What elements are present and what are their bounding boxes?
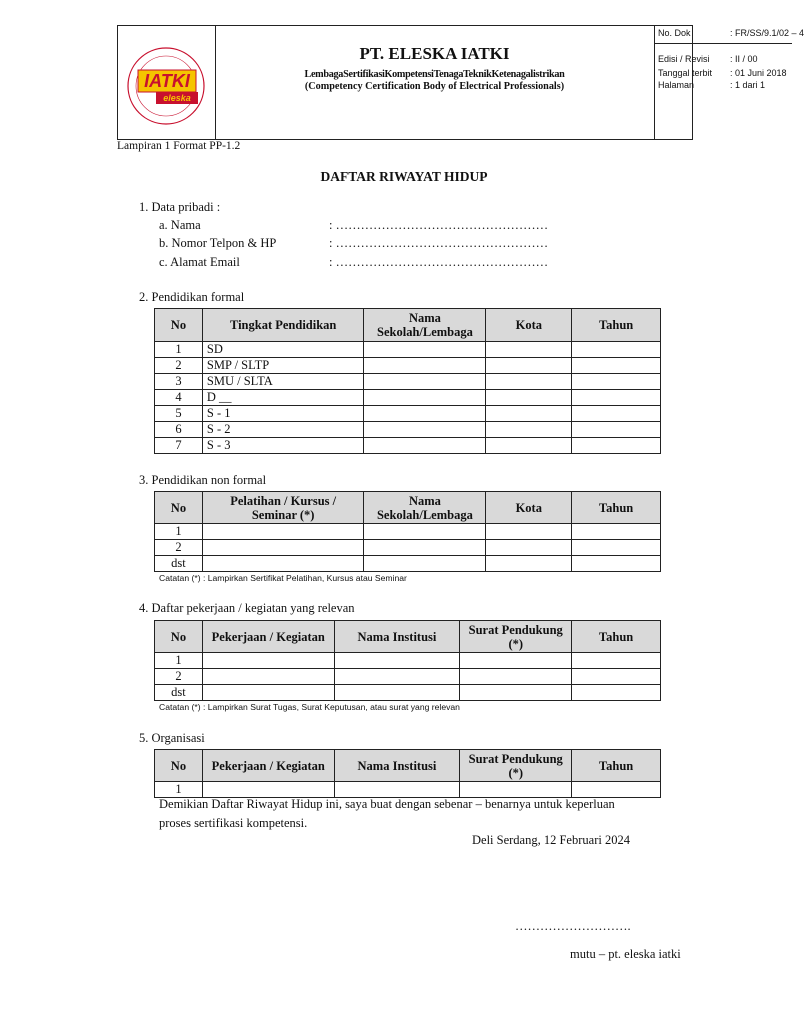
place-date: Deli Serdang, 12 Februari 2024	[472, 833, 630, 847]
section3-heading: 3. Pendidikan non formal	[139, 473, 267, 487]
table-row	[155, 374, 661, 390]
empty-cell[interactable]	[572, 358, 661, 374]
footer-text: mutu – pt. eleska iatki	[570, 947, 681, 961]
formal-education-table	[154, 308, 661, 454]
logo-subtext: eleska	[163, 93, 191, 103]
document-meta	[654, 26, 805, 139]
empty-cell[interactable]	[572, 653, 661, 669]
section1-heading: 1. Data pribadi :	[139, 200, 221, 214]
signature-line: ……………………….	[515, 919, 631, 933]
empty-cell[interactable]	[334, 685, 460, 701]
empty-cell[interactable]	[486, 422, 572, 438]
empty-cell[interactable]	[202, 685, 334, 701]
meta-key: No. Dok	[658, 28, 691, 38]
meta-row	[658, 28, 805, 40]
section5-heading: 5. Organisasi	[139, 731, 205, 745]
section4-heading: 4. Daftar pekerjaan / kegiatan yang relevan	[139, 601, 355, 615]
empty-cell[interactable]	[460, 782, 572, 798]
empty-cell[interactable]	[486, 556, 572, 572]
meta-key: Tanggal terbit	[658, 68, 713, 78]
row-level: SMP / SLTP	[202, 358, 364, 374]
col-header: Nama Sekolah/Lembaga	[364, 309, 486, 342]
row-no: 2	[155, 358, 203, 374]
company-subtitle-english: (Competency Certification Body of Electrical Professionals)	[304, 81, 565, 92]
empty-cell[interactable]	[460, 653, 572, 669]
col-header: No	[155, 492, 203, 524]
col-header: Tahun	[572, 750, 661, 782]
empty-cell[interactable]	[334, 653, 460, 669]
meta-row	[658, 80, 792, 92]
empty-cell[interactable]	[486, 374, 572, 390]
table-row	[155, 406, 661, 422]
row-no: 7	[155, 438, 203, 454]
empty-cell[interactable]	[572, 438, 661, 454]
empty-cell[interactable]	[572, 374, 661, 390]
table-row	[155, 653, 661, 669]
empty-cell[interactable]	[202, 669, 334, 685]
empty-cell[interactable]	[572, 669, 661, 685]
empty-cell[interactable]	[572, 556, 661, 572]
empty-cell[interactable]	[486, 406, 572, 422]
empty-cell[interactable]	[364, 406, 486, 422]
empty-cell[interactable]	[364, 374, 486, 390]
empty-cell[interactable]	[486, 540, 572, 556]
section4-note: Catatan (*) : Lampirkan Surat Tugas, Surat Keputusan, atau surat yang relevan	[159, 702, 460, 712]
empty-cell[interactable]	[572, 685, 661, 701]
empty-cell[interactable]	[334, 782, 460, 798]
meta-value: : II / 00	[730, 54, 758, 64]
col-header: Tahun	[572, 492, 661, 524]
empty-cell[interactable]	[460, 669, 572, 685]
table-row	[155, 438, 661, 454]
col-header: Pelatihan / Kursus / Seminar (*)	[202, 492, 364, 524]
row-no: 4	[155, 390, 203, 406]
meta-divider	[654, 43, 792, 44]
empty-cell[interactable]	[486, 358, 572, 374]
empty-cell[interactable]	[486, 524, 572, 540]
field-label-email: c. Alamat Email	[159, 255, 240, 269]
col-header: No	[155, 621, 203, 653]
logo-cell	[118, 26, 216, 139]
col-header: Nama Institusi	[334, 750, 460, 782]
empty-cell[interactable]	[364, 438, 486, 454]
empty-cell[interactable]	[572, 422, 661, 438]
empty-cell[interactable]	[572, 524, 661, 540]
empty-cell[interactable]	[572, 406, 661, 422]
empty-cell[interactable]	[364, 540, 486, 556]
col-header: Kota	[486, 309, 572, 342]
table-row	[155, 524, 661, 540]
empty-cell[interactable]	[572, 342, 661, 358]
col-header: Kota	[486, 492, 572, 524]
col-header: Tingkat Pendidikan	[202, 309, 364, 342]
field-value-nama: : ……………………………………………	[329, 218, 549, 232]
document-header	[117, 25, 805, 140]
empty-cell[interactable]	[364, 342, 486, 358]
row-no: 1	[155, 782, 203, 798]
empty-cell[interactable]	[486, 342, 572, 358]
col-header: Pekerjaan / Kegiatan	[202, 621, 334, 653]
row-level: S - 3	[202, 438, 364, 454]
row-level: SD	[202, 342, 364, 358]
table-row	[155, 358, 661, 374]
row-no: 1	[155, 653, 203, 669]
empty-cell[interactable]	[202, 653, 334, 669]
row-no: 5	[155, 406, 203, 422]
empty-cell[interactable]	[364, 556, 486, 572]
row-no: 3	[155, 374, 203, 390]
meta-key: Edisi / Revisi	[658, 54, 710, 64]
col-header: No	[155, 750, 203, 782]
row-no: dst	[155, 556, 203, 572]
table-row	[155, 556, 661, 572]
col-header: Pekerjaan / Kegiatan	[202, 750, 334, 782]
field-value-telpon: : ……………………………………………	[329, 236, 549, 250]
empty-cell[interactable]	[486, 390, 572, 406]
work-experience-table	[154, 620, 661, 701]
field-label-nama: a. Nama	[159, 218, 201, 232]
company-subtitle: LembagaSertifikasiKompetensiTenagaTeknikKetenagalistrikan	[304, 69, 565, 80]
meta-value: : 01 Juni 2018	[730, 68, 787, 78]
meta-key: Halaman	[658, 80, 695, 90]
row-no: 2	[155, 540, 203, 556]
field-value-email: : ……………………………………………	[329, 255, 549, 269]
table-row	[155, 669, 661, 685]
empty-cell[interactable]	[364, 358, 486, 374]
empty-cell[interactable]	[364, 390, 486, 406]
closing-line-1: Demikian Daftar Riwayat Hidup ini, saya buat dengan sebenar – benarnya untuk keperluan	[159, 797, 615, 811]
row-no: 6	[155, 422, 203, 438]
empty-cell[interactable]	[334, 669, 460, 685]
section3-note: Catatan (*) : Lampirkan Sertifikat Pelatihan, Kursus atau Seminar	[159, 573, 407, 583]
row-level: SMU / SLTA	[202, 374, 364, 390]
empty-cell[interactable]	[202, 524, 364, 540]
col-header: Tahun	[572, 309, 661, 342]
nonformal-education-table	[154, 491, 661, 572]
empty-cell[interactable]	[202, 782, 334, 798]
meta-value: : FR/SS/9.1/02 – 4	[730, 28, 805, 38]
col-header: No	[155, 309, 203, 342]
row-level: S - 2	[202, 422, 364, 438]
table-row	[155, 422, 661, 438]
field-label-telpon: b. Nomor Telpon & HP	[159, 236, 277, 250]
empty-cell[interactable]	[460, 685, 572, 701]
empty-cell[interactable]	[202, 540, 364, 556]
page-title: DAFTAR RIWAYAT HIDUP	[320, 169, 488, 184]
meta-row	[658, 54, 792, 66]
table-row	[155, 390, 661, 406]
section2-heading: 2. Pendidikan formal	[139, 290, 245, 304]
row-no: 1	[155, 342, 203, 358]
row-no: 1	[155, 524, 203, 540]
row-no: 2	[155, 669, 203, 685]
company-name: PT. ELESKA IATKI	[359, 44, 510, 63]
col-header: Surat Pendukung (*)	[460, 621, 572, 653]
empty-cell[interactable]	[364, 422, 486, 438]
table-row	[155, 342, 661, 358]
logo-text: IATKI	[144, 71, 190, 91]
meta-row	[658, 68, 792, 80]
header-title-cell	[215, 26, 655, 139]
empty-cell[interactable]	[572, 390, 661, 406]
closing-line-2: proses sertifikasi kompetensi.	[159, 816, 308, 830]
empty-cell[interactable]	[364, 524, 486, 540]
meta-value: : 1 dari 1	[730, 80, 766, 90]
lampiran-label: Lampiran 1 Format PP-1.2	[117, 140, 241, 152]
col-header: Nama Sekolah/Lembaga	[364, 492, 486, 524]
table-row	[155, 540, 661, 556]
table-row	[155, 685, 661, 701]
empty-cell[interactable]	[202, 556, 364, 572]
empty-cell[interactable]	[572, 782, 661, 798]
organization-table	[154, 749, 661, 798]
empty-cell[interactable]	[486, 438, 572, 454]
col-header: Tahun	[572, 621, 661, 653]
row-level: D __	[202, 390, 364, 406]
table-row	[155, 782, 661, 798]
col-header: Surat Pendukung (*)	[460, 750, 572, 782]
row-level: S - 1	[202, 406, 364, 422]
col-header: Nama Institusi	[334, 621, 460, 653]
row-no: dst	[155, 685, 203, 701]
empty-cell[interactable]	[572, 540, 661, 556]
